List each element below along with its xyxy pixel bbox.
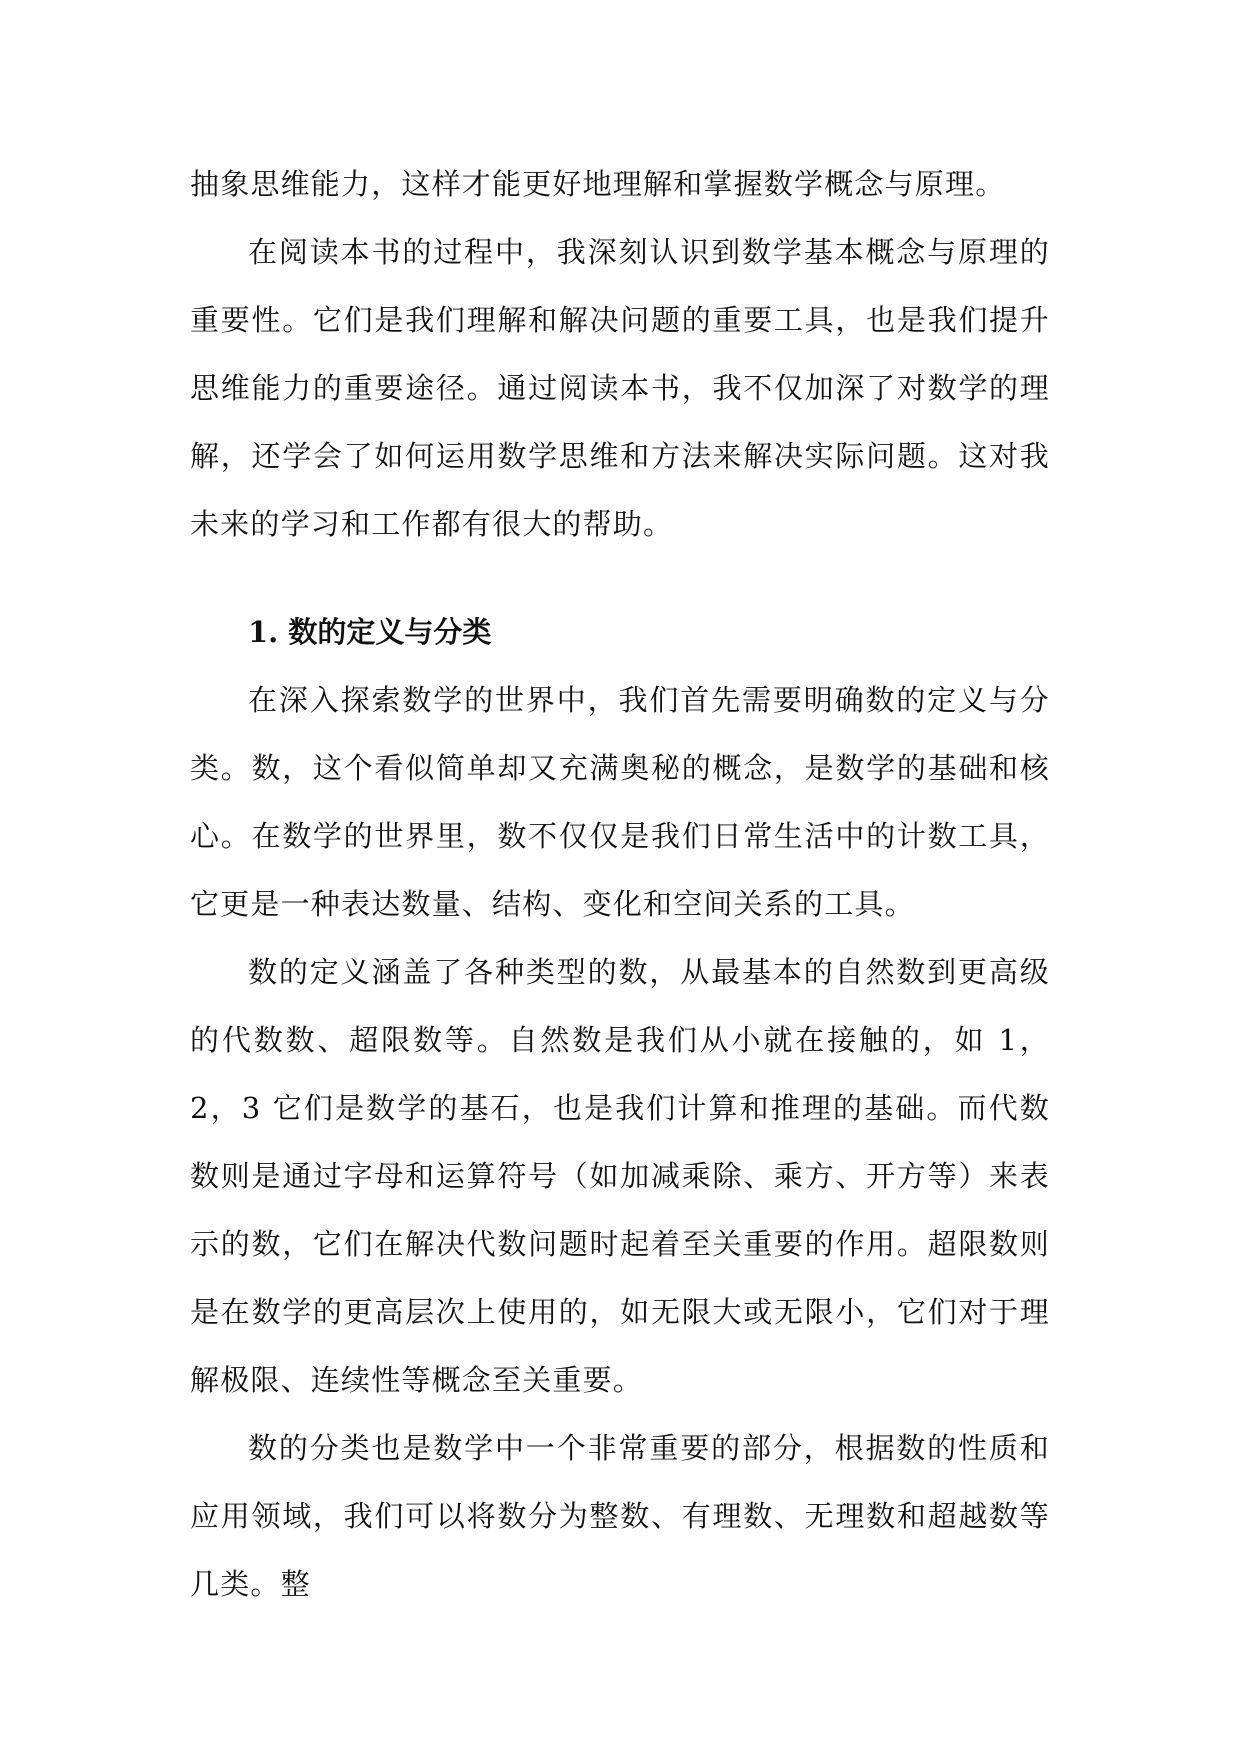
section-heading: 1. 数的定义与分类 [248, 615, 492, 649]
document-body [190, 150, 1050, 1618]
paragraph-number-types: 数的定义涵盖了各种类型的数，从最基本的自然数到更高级的代数数、超限数等。自然数是我们从小就在接触的，如 1，2，3 它们是数学的基石，也是我们计算和推理的基础。而代数数则是通过字母和运算符号（如加减乘除、乘方、开方等）来表示的数，它们在解决代数问题时起着至关重要的作用。超限数则是在数学的更高层次上使用的，如无限大或无限小，它们对于理解极限、连续性等概念至关重要。 [190, 955, 1050, 1397]
paragraph-definition-intro: 在深入探索数学的世界中，我们首先需要明确数的定义与分类。数，这个看似简单却又充满奥秘的概念，是数学的基础和核心。在数学的世界里，数不仅仅是我们日常生活中的计数工具，它更是一种表达数量、结构、变化和空间关系的工具。 [190, 683, 1050, 921]
paragraph-reading-reflection: 在阅读本书的过程中，我深刻认识到数学基本概念与原理的重要性。它们是我们理解和解决问题的重要工具，也是我们提升思维能力的重要途径。通过阅读本书，我不仅加深了对数学的理解，还学会了如何运用数学思维和方法来解决实际问题。这对我未来的学习和工作都有很大的帮助。 [190, 235, 1050, 541]
paragraph-continuation: 抽象思维能力，这样才能更好地理解和掌握数学概念与原理。 [190, 167, 1006, 201]
paragraph-number-classification: 数的分类也是数学中一个非常重要的部分，根据数的性质和应用领域，我们可以将数分为整数、有理数、无理数和超越数等几类。整 [190, 1431, 1050, 1601]
